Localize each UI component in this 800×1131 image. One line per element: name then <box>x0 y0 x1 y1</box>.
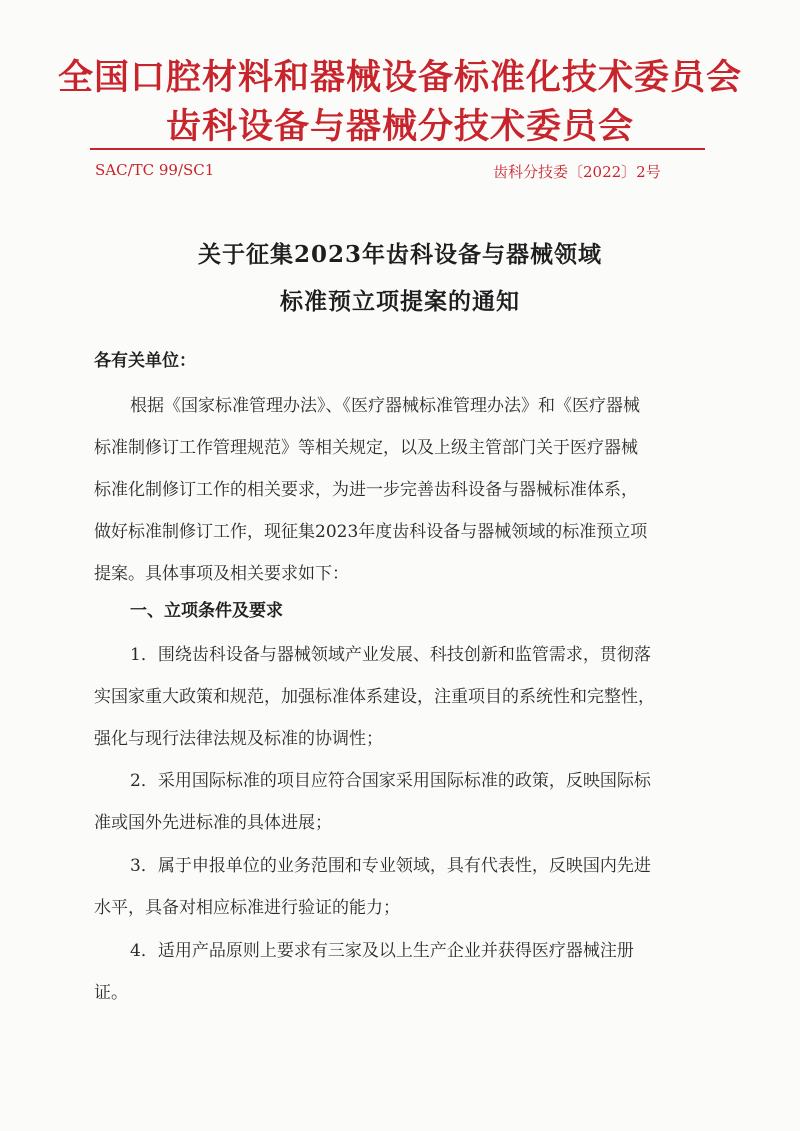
issuing-subcommittee-title: 齿科设备与器械分技术委员会 <box>165 107 634 147</box>
section-heading: 一、立项条件及要求 <box>130 601 283 621</box>
paragraph-line: 1．围绕齿科设备与器械领域产业发展、科技创新和监管需求，贯彻落 <box>130 645 651 665</box>
header-divider <box>90 148 705 150</box>
paragraph-line: 2．采用国际标准的项目应符合国家采用国际标准的政策，反映国际标 <box>130 771 651 791</box>
paragraph-line: 4．适用产品原则上要求有三家及以上生产企业并获得医疗器械注册 <box>130 941 634 961</box>
paragraph-line: 标准制修订工作管理规范》等相关规定，以及上级主管部门关于医疗器械 <box>94 438 638 458</box>
notice-title-line-2: 标准预立项提案的通知 <box>280 288 520 315</box>
paragraph-line: 提案。具体事项及相关要求如下： <box>94 564 349 584</box>
committee-code: SAC/TC 99/SC1 <box>95 161 215 179</box>
paragraph-line: 水平，具备对相应标准进行验证的能力； <box>94 898 400 918</box>
paragraph-line: 证。 <box>94 983 128 1003</box>
paragraph-line: 根据《国家标准管理办法》、《医疗器械标准管理办法》和《医疗器械 <box>130 396 640 416</box>
paragraph-line: 标准化制修订工作的相关要求，为进一步完善齿科设备与器械标准体系， <box>94 480 638 500</box>
notice-title-line-1: 关于征集2023年齿科设备与器械领域 <box>197 241 602 268</box>
paragraph-line: 准或国外先进标准的具体进展； <box>94 813 332 833</box>
paragraph-line: 实国家重大政策和规范，加强标准体系建设，注重项目的系统性和完整性， <box>94 687 655 707</box>
document-number: 齿科分技委〔2022〕2号 <box>493 163 661 181</box>
salutation: 各有关单位： <box>94 351 196 371</box>
paragraph-line: 做好标准制修订工作，现征集2023年度齿科设备与器械领域的标准预立项 <box>94 522 648 542</box>
paragraph-line: 强化与现行法律法规及标准的协调性； <box>94 729 383 749</box>
paragraph-line: 3．属于申报单位的业务范围和专业领域，具有代表性，反映国内先进 <box>130 856 651 876</box>
issuing-organization-title: 全国口腔材料和器械设备标准化技术委员会 <box>57 58 742 98</box>
